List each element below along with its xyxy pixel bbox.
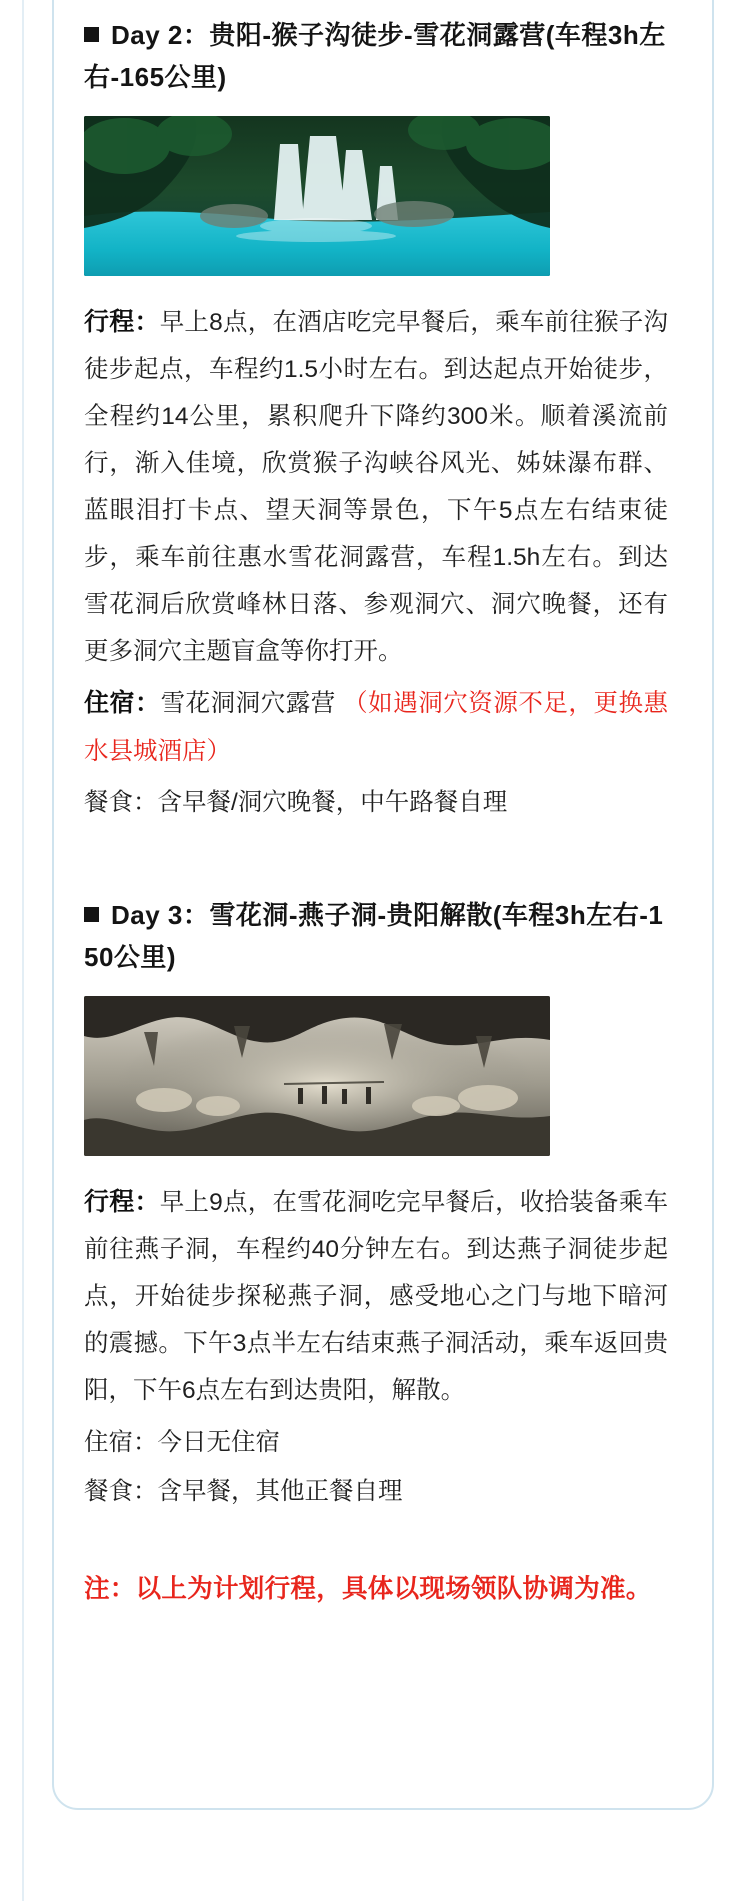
day-2-title [84,14,668,98]
day-3-lodging-text: 今日无住宿 [157,1428,280,1456]
day-2-meal-text: 含早餐/洞穴晚餐，中午路餐自理 [157,788,508,816]
day-2-itinerary-label: 行程： [84,308,160,337]
day-3-meal-label: 餐食： [84,1478,158,1506]
section-spacer [84,824,668,880]
day-2-itinerary-text: 早上8点，在酒店吃完早餐后，乘车前往猴子沟徒步起点，车程约1.5小时左右。到达起点开始徒步，全程约14公里，累积爬升下降约300米。顺着溪流前行，渐入佳境，欣赏猴子沟峡谷风光、姊妹瀑布群、蓝眼泪打卡点、望天洞等景色，下午5点左右结束徒步，乘车前往惠水雪花洞露营，车程1.5h左右。到达雪花洞后欣赏峰林日落、参观洞穴、洞穴晚餐，还有更多洞穴主题盲盒等你打开。 [84,309,668,666]
day-3-meal-text: 含早餐，其他正餐自理 [157,1478,403,1506]
square-bullet-icon [84,907,99,922]
day-2-title-text: Day 2：贵阳-猴子沟徒步-雪花洞露营(车程3h左右-165公里) [84,20,666,93]
day-block-2 [84,0,668,824]
day-2-lodging [84,679,668,774]
day-2-meal [84,781,668,825]
day-3-itinerary [84,1178,668,1414]
day-3-lodging-label: 住宿： [84,1428,158,1456]
day-3-itinerary-text: 早上9点，在雪花洞吃完早餐后，收拾装备乘车前往燕子洞，车程约40分钟左右。到达燕子洞徒步起点，开始徒步探秘燕子洞，感受地心之门与地下暗河的震撼。下午3点半左右结束燕子洞活动，乘车返回贵阳，下午6点左右到达贵阳，解散。 [84,1189,668,1405]
waterfall-photo [84,116,550,276]
day-2-lodging-label: 住宿： [84,689,161,718]
day-block-3 [84,880,668,1514]
day-2-lodging-text: 雪花洞洞穴露营 [160,690,336,718]
day-2-meal-label: 餐食： [84,788,158,816]
day-3-title [84,894,668,978]
plan-disclaimer-note: 注：以上为计划行程，具体以现场领队协调为准。 [84,1574,652,1603]
square-bullet-icon [84,27,99,42]
day-2-itinerary [84,298,668,675]
day-3-title-text: Day 3：雪花洞-燕子洞-贵阳解散(车程3h左右-150公里) [84,900,664,973]
day-2-lodging-note: （如遇洞穴资源不足，更换惠水县城酒店） [84,690,669,765]
day-3-itinerary-label: 行程： [84,1188,160,1217]
day-3-meal [84,1470,668,1514]
cave-photo [84,996,550,1156]
day-3-lodging [84,1421,668,1465]
